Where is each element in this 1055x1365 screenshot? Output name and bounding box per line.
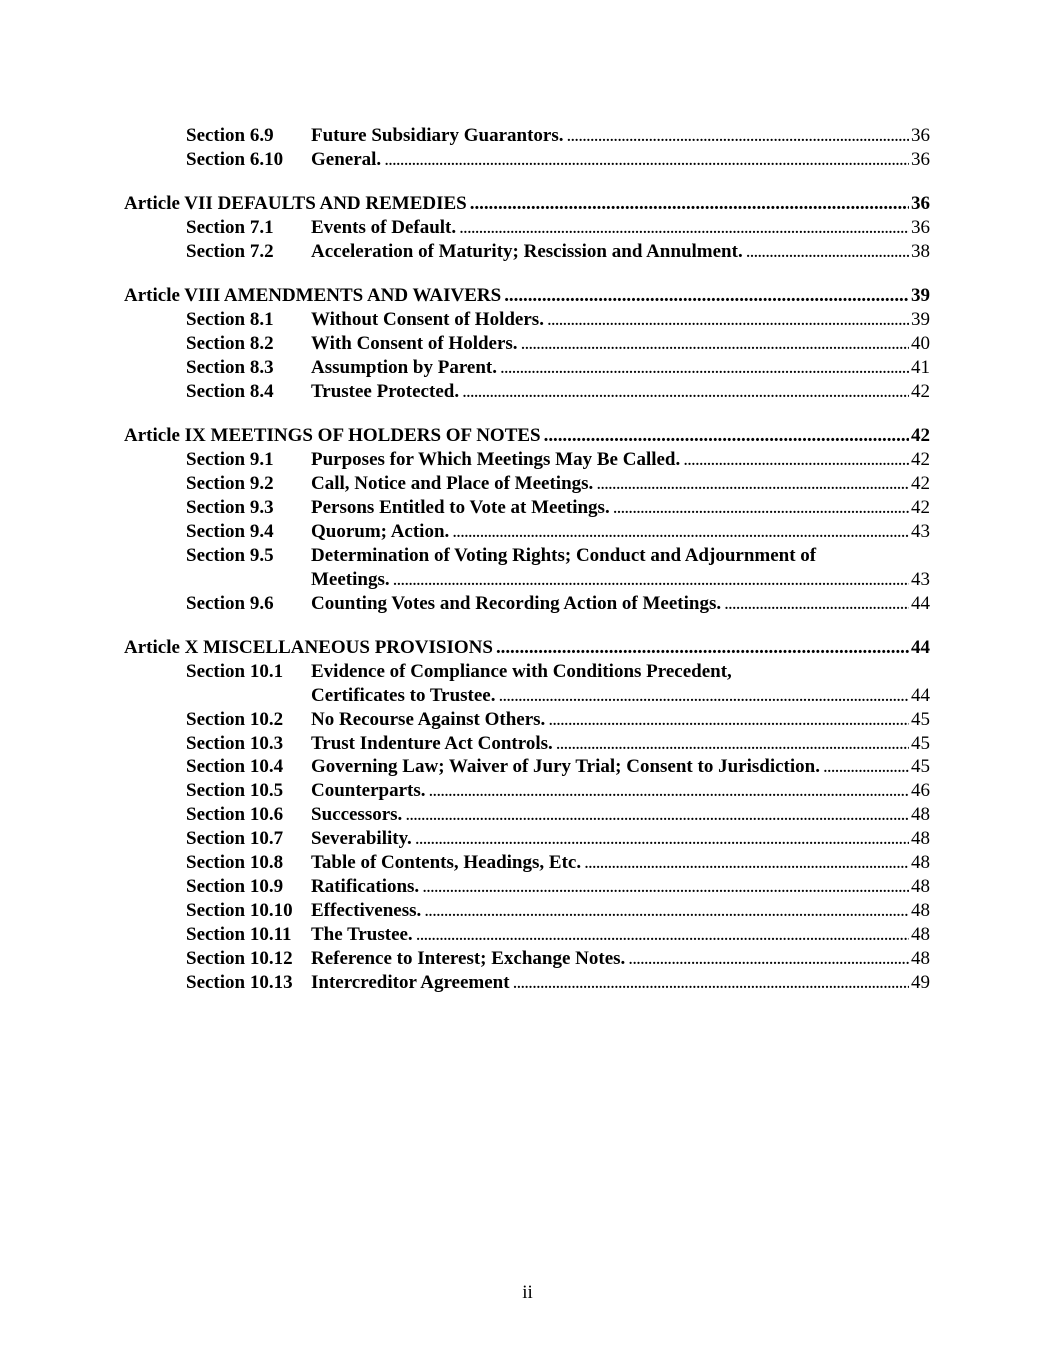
page-ref: 48 (911, 899, 930, 921)
section-title: Counting Votes and Recording Action of Meetings. (311, 592, 722, 614)
section-number: Section 10.10 (186, 899, 293, 921)
toc-section-entry[interactable] (124, 240, 930, 264)
page-ref: 44 (911, 684, 930, 706)
section-title: Without Consent of Holders. (311, 309, 544, 331)
toc-section-entry[interactable] (124, 496, 930, 520)
section-title: Trust Indenture Act Controls. (311, 732, 553, 754)
section-title: Ratifications. (311, 875, 420, 897)
page-ref: 49 (911, 971, 930, 993)
dot-leader (584, 851, 909, 875)
section-number: Section 10.9 (186, 875, 284, 897)
dot-leader (496, 636, 909, 660)
dot-leader (613, 496, 909, 520)
page-ref: 48 (911, 828, 930, 850)
dot-leader (823, 755, 909, 779)
toc-article-entry[interactable] (124, 284, 930, 308)
section-title: Trustee Protected. (311, 381, 460, 403)
toc-section-entry[interactable] (124, 356, 930, 380)
toc-section-entry[interactable] (124, 851, 930, 875)
dot-leader (556, 732, 909, 756)
dot-leader (498, 684, 909, 708)
section-number: Section 10.7 (186, 828, 284, 850)
dot-leader (416, 923, 909, 947)
toc-section-entry[interactable] (124, 472, 930, 496)
section-number: Section 8.1 (186, 309, 274, 331)
section-title-continued: Meetings. (311, 568, 390, 590)
toc-section-entry[interactable] (124, 520, 930, 544)
section-title: Governing Law; Waiver of Jury Trial; Consent to Jurisdiction. (311, 756, 820, 778)
section-number: Section 6.9 (186, 125, 274, 146)
dot-leader (746, 240, 909, 264)
section-title: Table of Contents, Headings, Etc. (311, 852, 582, 874)
section-number: Section 10.11 (186, 923, 292, 945)
page-ref: 42 (911, 449, 930, 471)
toc-spacer (124, 264, 930, 285)
section-number: Section 9.2 (186, 473, 274, 495)
section-title-continued: Certificates to Trustee. (311, 684, 496, 706)
toc-section-entry[interactable] (124, 544, 930, 568)
page-ref: 39 (911, 309, 930, 331)
section-title: Call, Notice and Place of Meetings. (311, 473, 594, 495)
page-ref: 48 (911, 875, 930, 897)
toc-section-entry[interactable] (124, 875, 930, 899)
section-number: Section 8.4 (186, 381, 274, 403)
toc-article-entry[interactable] (124, 424, 930, 448)
page-ref: 48 (911, 923, 930, 945)
dot-leader (521, 332, 909, 356)
section-title: Effectiveness. (311, 899, 422, 921)
page-ref: 43 (911, 520, 930, 542)
page-ref: 36 (911, 125, 930, 146)
section-number: Section 10.3 (186, 732, 284, 754)
section-number: Section 10.4 (186, 756, 284, 778)
section-title: Events of Default. (311, 217, 457, 239)
section-title: Determination of Voting Rights; Conduct and Adjournment of (311, 544, 817, 566)
toc-article-entry[interactable] (124, 636, 930, 660)
dot-leader (415, 827, 909, 851)
dot-leader (548, 708, 909, 732)
section-title: General. (311, 148, 382, 170)
page-ref: 45 (911, 756, 930, 778)
section-title: Future Subsidiary Guarantors. (311, 125, 564, 146)
section-title: Assumption by Parent. (311, 357, 497, 379)
section-title: Counterparts. (311, 780, 426, 802)
page-ref: 41 (911, 357, 930, 379)
page-ref: 48 (911, 852, 930, 874)
section-number: Section 9.3 (186, 497, 274, 519)
page-ref: 48 (911, 947, 930, 969)
page-ref: 42 (911, 473, 930, 495)
toc-section-entry-continued[interactable] (124, 568, 930, 592)
dot-leader (405, 803, 909, 827)
article-title: Article IX MEETINGS OF HOLDERS OF NOTES (124, 425, 541, 447)
toc-section-entry[interactable] (124, 755, 930, 779)
toc-section-entry[interactable] (124, 124, 930, 148)
page-ref: 46 (911, 780, 930, 802)
section-number: Section 10.1 (186, 660, 284, 682)
section-number: Section 8.2 (186, 333, 274, 355)
toc-article-entry[interactable] (124, 192, 930, 216)
section-number: Section 9.6 (186, 592, 274, 614)
section-number: Section 9.5 (186, 544, 274, 566)
section-number: Section 8.3 (186, 357, 274, 379)
page-ref: 36 (911, 217, 930, 239)
dot-leader (459, 216, 909, 240)
toc-section-entry[interactable] (124, 827, 930, 851)
toc-section-entry[interactable] (124, 899, 930, 923)
dot-leader (384, 148, 909, 172)
section-number: Section 9.1 (186, 449, 274, 471)
section-number: Section 7.1 (186, 217, 274, 239)
section-title: No Recourse Against Others. (311, 708, 546, 730)
toc-spacer (124, 172, 930, 193)
toc-section-entry[interactable] (124, 708, 930, 732)
section-number: Section 10.6 (186, 804, 284, 826)
toc-section-entry[interactable] (124, 448, 930, 472)
page-ref: 36 (911, 193, 930, 215)
page-ref: 38 (911, 241, 930, 263)
dot-leader (724, 592, 909, 616)
dot-leader (513, 971, 909, 995)
page-ref: 45 (911, 732, 930, 754)
toc-section-entry[interactable] (124, 971, 930, 995)
section-title: Quorum; Action. (311, 520, 450, 542)
dot-leader (470, 192, 909, 216)
dot-leader (567, 124, 910, 148)
section-number: Section 7.2 (186, 241, 274, 263)
dot-leader (628, 947, 909, 971)
page-ref: 48 (911, 804, 930, 826)
dot-leader (547, 308, 909, 332)
page-ref: 40 (911, 333, 930, 355)
section-number: Section 10.5 (186, 780, 284, 802)
toc-section-entry[interactable] (124, 923, 930, 947)
dot-leader (596, 472, 909, 496)
toc-section-entry[interactable] (124, 592, 930, 616)
section-title: Reference to Interest; Exchange Notes. (311, 947, 626, 969)
toc-section-entry[interactable] (124, 732, 930, 756)
section-title: Purposes for Which Meetings May Be Called. (311, 449, 681, 471)
page-ref: 42 (911, 381, 930, 403)
page-ref: 44 (911, 637, 930, 659)
dot-leader (424, 899, 909, 923)
article-title: Article X MISCELLANEOUS PROVISIONS (124, 637, 493, 659)
dot-leader (452, 520, 909, 544)
page-ref: 39 (911, 285, 930, 307)
section-title: Severability. (311, 828, 412, 850)
section-number: Section 10.12 (186, 947, 293, 969)
toc-section-entry[interactable] (124, 216, 930, 240)
section-number: Section 10.8 (186, 852, 284, 874)
section-title: Persons Entitled to Vote at Meetings. (311, 497, 610, 519)
section-title: Successors. (311, 804, 403, 826)
dot-leader (683, 448, 909, 472)
table-of-contents (124, 124, 930, 994)
toc-section-entry-continued[interactable] (124, 684, 930, 708)
section-title: Intercreditor Agreement (311, 971, 510, 993)
dot-leader (429, 779, 909, 803)
dot-leader (422, 875, 909, 899)
dot-leader (462, 380, 909, 404)
section-number: Section 9.4 (186, 520, 274, 542)
toc-spacer (124, 616, 930, 637)
dot-leader (504, 284, 909, 308)
section-number: Section 10.13 (186, 971, 293, 993)
page-ref: 45 (911, 708, 930, 730)
dot-leader (393, 568, 909, 592)
dot-leader (544, 424, 909, 448)
toc-section-entry[interactable] (124, 148, 930, 172)
section-title: Acceleration of Maturity; Rescission and Annulment. (311, 241, 743, 263)
dot-leader (500, 356, 909, 380)
toc-section-entry[interactable] (124, 332, 930, 356)
toc-section-entry[interactable] (124, 308, 930, 332)
page-ref: 42 (911, 425, 930, 447)
toc-spacer (124, 404, 930, 425)
toc-section-entry[interactable] (124, 947, 930, 971)
section-number: Section 6.10 (186, 148, 284, 170)
page-ref: 44 (911, 592, 930, 614)
page-ref: 36 (911, 148, 930, 170)
section-title: Evidence of Compliance with Conditions Precedent, (311, 660, 732, 682)
toc-section-entry[interactable] (124, 660, 930, 684)
toc-section-entry[interactable] (124, 779, 930, 803)
page-ref: 43 (911, 568, 930, 590)
section-title: The Trustee. (311, 923, 413, 945)
page-number: ii (522, 1282, 533, 1303)
toc-section-entry[interactable] (124, 803, 930, 827)
toc-section-entry[interactable] (124, 380, 930, 404)
section-title: With Consent of Holders. (311, 333, 518, 355)
article-title: Article VII DEFAULTS AND REMEDIES (124, 193, 467, 215)
section-number: Section 10.2 (186, 708, 284, 730)
page-ref: 42 (911, 497, 930, 519)
article-title: Article VIII AMENDMENTS AND WAIVERS (124, 285, 502, 307)
